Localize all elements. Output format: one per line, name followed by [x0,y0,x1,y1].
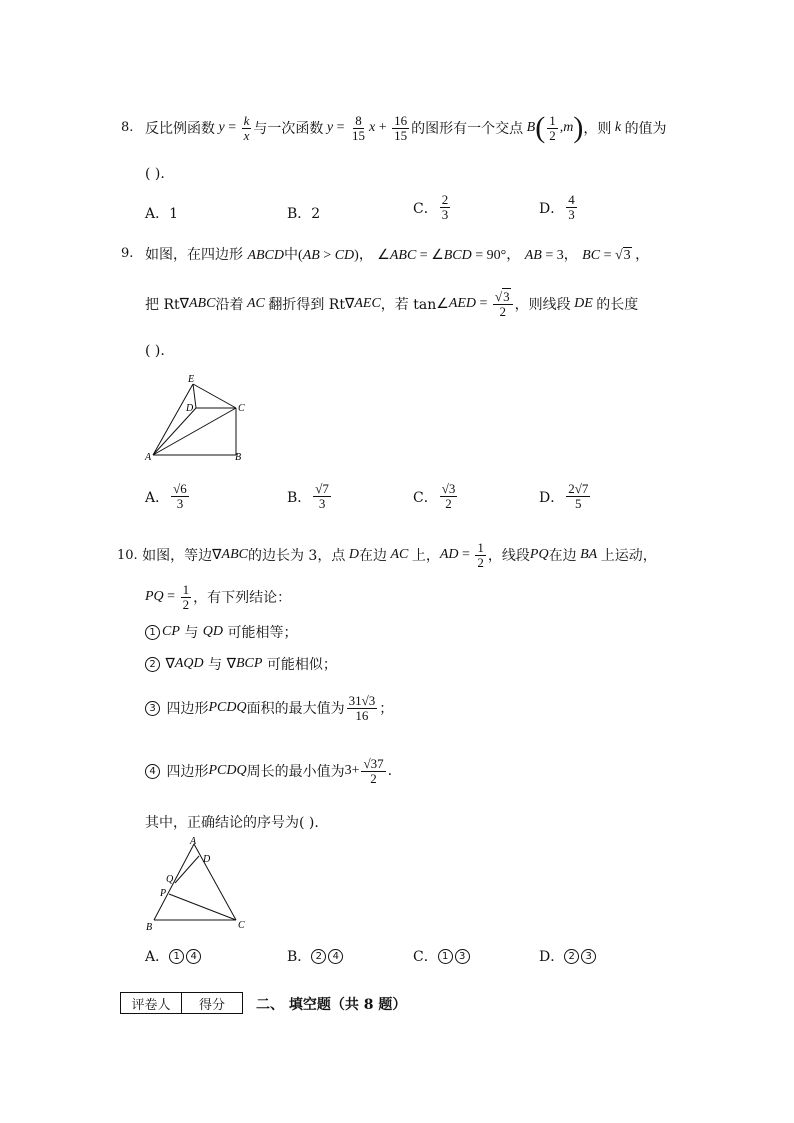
q10-c3-num: 31√3 [348,692,376,708]
q10-option-a-mark-1: 1 [169,949,184,964]
q8-text-c: 的图形有一个交点 [411,121,524,137]
q9-line2-d: ，若 tan [380,297,437,313]
q10-line2: PQ = $\frac{1}{2}$ ，有下列结论： [145,581,292,612]
q9-seg-ac [153,408,236,455]
q10-seg-ab [154,844,194,920]
q10-label-p: P [160,888,167,899]
q8-text-b: 与一次函数 [253,121,324,137]
q10-line1-d: 上， [411,548,440,564]
q9-seg-ec [193,384,236,408]
q10-figure [138,836,258,936]
q9-line2-a: 把 Rt [145,297,180,313]
q10-option-b-mark-2: 4 [328,949,343,964]
q10-conclusion-2: 2 ∇ AQD 与 ∇ BCP 可能相似； [145,654,337,674]
q9-line2-e: ，则线段 [514,297,571,313]
q10-label-d: D [203,854,211,865]
section-title: 二、 填空题（共 8 题） [256,997,407,1013]
q8-option-c [413,193,452,222]
q10-c4-end: . [387,763,393,779]
q10-number: 10. [117,547,138,563]
q10-option-c [413,946,472,966]
q9-option-a-num: √6 [173,481,187,496]
q10-option-d [539,946,598,966]
q9-line2-c: 翻折得到 Rt [268,297,345,313]
q10-label-c: C [238,920,245,931]
q10-line1-a: 如图，等边 [142,548,213,564]
q9-seg-da [153,408,196,455]
q8-option-d-label: D． [539,200,565,217]
q10-option-b [287,946,345,966]
score-table [120,992,243,1014]
q9-option-a-den: 3 [176,496,184,511]
q10-c3-end: ； [379,701,394,717]
q9-line1-d: ， [506,247,521,263]
q10-seg-qd [175,856,199,883]
q9-line1-e: ， [563,247,578,263]
q10-option-d-label: D． [539,949,565,965]
q10-label-q: Q [166,874,174,885]
q10-c3-mark: 3 [145,701,160,716]
q10-c4-b: 周长的最小值为 [246,764,345,780]
q9-seg-ae [153,384,193,455]
q9-option-b-label: B． [287,489,312,506]
q9-line1-a: 如图，在四边形 [145,247,243,263]
q10-c3-b: 面积的最大值为 [246,701,345,717]
q8-option-c-num: 2 [441,192,449,207]
q9-label-c: C [238,403,245,414]
q9-option-b-den: 3 [318,496,326,511]
q10-seg-pc [169,894,236,920]
q9-label-b: B [235,452,242,463]
q10-option-c-mark-1: 1 [438,949,453,964]
q10-c4-mark: 4 [145,764,160,779]
q10-line1-e: ，线段 [487,548,530,564]
q10-c4-num: √37 [363,755,384,771]
q8-line1: 反比例函数 y = $\frac{k}{x}$ 与一次函数 y = $\frac{8}{15}$ x + $\frac{16}{15}$ 的图形有一个交点 B ( $\frac{1}{2}$ , m ) ，则 k 的值为 [145,111,667,144]
q8-option-c-den: 3 [441,207,449,222]
q10-option-a-label: A． [145,949,170,965]
q10-option-a [145,946,203,966]
q10-line1-f: 在边 [548,548,577,564]
q9-number: 9. [121,246,134,261]
q8-frac-16-15: $\frac{16}{15}$ [394,112,408,143]
q10-option-a-mark-2: 4 [186,949,201,964]
q9-option-c-num: √3 [441,481,456,496]
q9-line2: 把 Rt ∇ ABC 沿着 AC 翻折得到 Rt ∇ AEC ，若 tan ∠ AED = $\frac{√3}{2}$ ，则线段 DE 的长度 [145,288,639,319]
q10-c1-mark: 1 [145,625,160,640]
q8-option-d [539,193,579,222]
q10-conclusion-4: 4 四边形 PCDQ 周长的最小值为 3+ $\frac{√37}{2}$ . [145,750,392,792]
q9-label-e: E [188,374,195,385]
q10-seg-ca [194,844,236,920]
q9-seg-ed [193,384,196,408]
q8-frac-half: $\frac{1}{2}$ [549,112,556,143]
q10-c2-b: 可能相似； [266,657,337,673]
q10-line1-b: 的边长为 3，点 [247,548,346,564]
q10-c3-a: 四边形 [166,701,209,717]
score-header-grader: 评卷人 [121,993,182,1014]
q8-text-d: ，则 [583,121,612,137]
q10-label-b: B [146,922,153,933]
q10-c4-den: 2 [370,770,377,786]
q10-line1-c: 在边 [358,548,387,564]
q9-option-a [145,482,191,511]
q10-line2-text: ，有下列结论： [193,590,292,606]
q9-line1-c: ， [358,247,373,263]
q10-option-d-mark-2: 3 [581,949,596,964]
q9-label-a: A [145,452,152,463]
q9-label-d: D [186,403,194,414]
q9-option-b [287,482,333,511]
q10-c3-den: 16 [355,707,369,723]
q9-line1-b: 中 [284,247,299,263]
q9-option-d-den: 5 [575,496,582,511]
q8-option-a: A．1 [145,206,179,222]
q8-blank: ( ). [145,166,165,182]
q10-option-b-mark-1: 2 [311,949,326,964]
q10-c4-a: 四边形 [166,764,209,780]
q10-label-a: A [190,836,197,847]
q10-c1-b: 可能相等； [227,625,298,641]
q10-conclusion-3: 3 四边形 PCDQ 面积的最大值为 $\frac{31√3}{16}$ ； [145,688,393,728]
q9-option-d-label: D． [539,489,565,506]
q10-option-d-mark-1: 2 [564,949,579,964]
q10-line1: 10. 如图，等边 ∇ ABC 的边长为 3，点 D 在边 AC 上， AD = $\frac{1}{2}$ ，线段 PQ 在边 BA 上运动， [117,539,657,570]
q8-option-d-num: 4 [568,192,575,207]
q10-option-c-mark-2: 3 [455,949,470,964]
q9-option-c-den: 2 [445,496,452,511]
q8-frac-k-x: $\frac{k}{x}$ [243,112,250,143]
q9-option-d [539,482,592,511]
q9-option-d-num: 2√7 [568,481,589,496]
q8-number: 8. [121,120,134,135]
q9-line2-f: 的长度 [596,297,639,313]
q8-text-a: 反比例函数 [145,121,215,137]
q9-blank: ( ). [145,343,165,359]
q10-c2-mark: 2 [145,657,160,672]
q8-option-d-den: 3 [568,207,575,222]
q8-option-c-label: C． [413,200,438,217]
q9-figure [140,372,255,464]
q10-c2-a: 与 [208,657,223,673]
q10-conclusion-1: 1 CP 与 QD 可能相等； [145,622,297,642]
q10-option-b-label: B． [287,949,312,965]
q8-option-b: B．2 [287,206,321,222]
q8-text-e: 的值为 [624,121,667,137]
q10-c1-a: 与 [184,625,199,641]
q10-option-c-label: C． [413,949,438,965]
q9-option-a-label: A． [145,489,170,506]
q9-line2-b: 沿着 [215,297,244,313]
q9-option-b-num: √7 [315,481,329,496]
q9-option-c [413,482,459,511]
q10-question: 其中，正确结论的序号为( ). [145,815,319,831]
q10-line1-g: 上运动， [600,548,657,564]
score-header-score: 得分 [182,993,243,1014]
q9-option-c-label: C． [413,489,438,506]
q9-line1: 如图，在四边形 ABCD中(AB > CD)， ∠ABC = ∠BCD = 90°， AB = 3， BC = √3 ， [145,247,650,263]
q8-frac-8-15: $\frac{8}{15}$ [352,112,366,143]
